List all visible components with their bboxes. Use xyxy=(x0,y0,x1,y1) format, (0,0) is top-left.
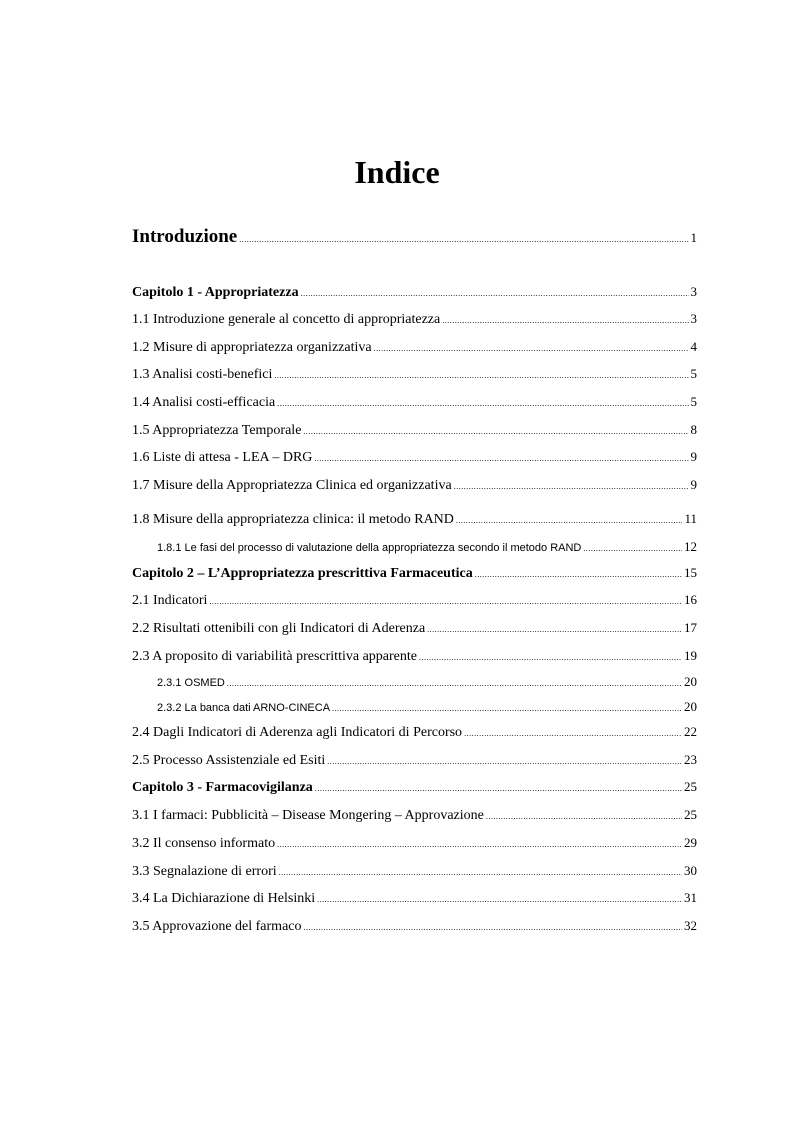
toc-entry-2-5[interactable] xyxy=(132,752,697,774)
toc-entry-label: 1.5 Appropriatezza Temporale xyxy=(132,423,302,438)
toc-entry-capitolo-2[interactable] xyxy=(132,565,697,587)
toc-entry-label: 1.1 Introduzione generale al concetto di appropriatezza xyxy=(132,312,441,327)
dot-leader xyxy=(209,598,682,606)
dot-leader xyxy=(303,428,688,436)
toc-entry-label: Capitolo 1 - Appropriatezza xyxy=(132,285,299,300)
toc-entry-3-4[interactable] xyxy=(132,890,697,912)
toc-entry-page: 29 xyxy=(684,835,697,850)
toc-entry-label: 1.3 Analisi costi-benefici xyxy=(132,367,273,382)
toc-entry-label: 2.4 Dagli Indicatori di Aderenza agli Indicatori di Percorso xyxy=(132,725,463,740)
toc-entry-1-3[interactable] xyxy=(132,366,697,388)
toc-entry-label: 1.7 Misure della Appropriatezza Clinica ed organizzativa xyxy=(132,478,452,493)
toc-entry-page: 12 xyxy=(684,539,697,554)
toc-entry-label: 1.8.1 Le fasi del processo di valutazione della appropriatezza secondo il metodo RAND xyxy=(157,542,582,554)
dot-leader xyxy=(227,680,682,688)
toc-entry-2-3-1[interactable] xyxy=(157,674,697,696)
toc-entry-page: 25 xyxy=(684,807,697,822)
toc-entry-label: 1.2 Misure di appropriatezza organizzativa xyxy=(132,340,372,355)
toc-entry-page: 16 xyxy=(684,592,697,607)
toc-entry-page: 9 xyxy=(690,477,697,492)
toc-entry-page: 5 xyxy=(690,366,697,381)
toc-entry-page: 25 xyxy=(684,779,697,794)
toc-entry-page: 8 xyxy=(690,422,697,437)
dot-leader xyxy=(277,841,682,849)
toc-entry-3-5[interactable] xyxy=(132,918,697,940)
dot-leader xyxy=(464,730,682,738)
toc-entry-capitolo-3[interactable] xyxy=(132,779,697,801)
toc-entry-2-3-2[interactable] xyxy=(157,699,697,721)
toc-entry-label: Capitolo 3 - Farmacovigilanza xyxy=(132,780,313,795)
toc-entry-2-4[interactable] xyxy=(132,724,697,746)
toc-entry-page: 30 xyxy=(684,863,697,878)
toc-entry-label: 3.5 Approvazione del farmaco xyxy=(132,919,302,934)
toc-entry-page: 1 xyxy=(690,230,697,245)
toc-entry-label: 2.3 A proposito di variabilità prescrittiva apparente xyxy=(132,649,417,664)
dot-leader xyxy=(315,785,682,793)
toc-entry-2-3[interactable] xyxy=(132,648,697,670)
toc-entry-1-8-1[interactable] xyxy=(157,539,697,561)
toc-entry-page: 11 xyxy=(684,511,697,526)
toc-entry-label: 2.2 Risultati ottenibili con gli Indicatori di Aderenza xyxy=(132,621,426,636)
dot-leader xyxy=(454,483,689,491)
toc-entry-page: 22 xyxy=(684,724,697,739)
toc-entry-3-2[interactable] xyxy=(132,835,697,857)
toc-entry-page: 5 xyxy=(690,394,697,409)
dot-leader xyxy=(314,455,688,463)
toc-entry-page: 20 xyxy=(684,699,697,714)
dot-leader xyxy=(427,626,682,634)
dot-leader xyxy=(301,290,689,298)
toc-entry-label: 2.1 Indicatori xyxy=(132,593,208,608)
dot-leader xyxy=(279,869,682,877)
toc-entry-page: 23 xyxy=(684,752,697,767)
dot-leader xyxy=(419,654,682,662)
toc-entry-page: 4 xyxy=(690,339,697,354)
toc-entry-1-1[interactable] xyxy=(132,311,697,333)
dot-leader xyxy=(486,813,682,821)
toc-entry-label: 3.1 I farmaci: Pubblicità – Disease Mongering – Approvazione xyxy=(132,808,484,823)
toc-entry-label: 2.3.1 OSMED xyxy=(157,677,225,689)
toc-entry-2-2[interactable] xyxy=(132,620,697,642)
toc-entry-page: 19 xyxy=(684,648,697,663)
toc-entry-label: 2.5 Processo Assistenziale ed Esiti xyxy=(132,753,326,768)
toc-entry-1-8[interactable] xyxy=(132,511,697,533)
toc-entry-introduzione[interactable] xyxy=(132,226,697,248)
dot-leader xyxy=(374,345,689,353)
toc-entry-label: 3.4 La Dichiarazione di Helsinki xyxy=(132,891,316,906)
toc-entry-page: 17 xyxy=(684,620,697,635)
dot-leader xyxy=(442,317,688,325)
toc-entry-page: 3 xyxy=(690,311,697,326)
toc-entry-3-3[interactable] xyxy=(132,863,697,885)
dot-leader xyxy=(327,758,682,766)
toc-entry-capitolo-1[interactable] xyxy=(132,284,697,306)
toc-entry-page: 32 xyxy=(684,918,697,933)
toc-entry-1-7[interactable] xyxy=(132,477,697,499)
toc-entry-label: 1.8 Misure della appropriatezza clinica: il metodo RAND xyxy=(132,512,454,527)
toc-entry-3-1[interactable] xyxy=(132,807,697,829)
dot-leader xyxy=(456,517,683,525)
dot-leader xyxy=(317,896,682,904)
toc-entry-1-4[interactable] xyxy=(132,394,697,416)
toc-entry-1-5[interactable] xyxy=(132,422,697,444)
toc-entry-2-1[interactable] xyxy=(132,592,697,614)
toc-entry-label: 1.4 Analisi costi-efficacia xyxy=(132,395,276,410)
toc-entry-page: 9 xyxy=(690,449,697,464)
toc-entry-label: Introduzione xyxy=(132,226,238,247)
dot-leader xyxy=(332,705,682,713)
dot-leader xyxy=(239,236,688,244)
toc-entry-page: 20 xyxy=(684,674,697,689)
toc-entry-page: 31 xyxy=(684,890,697,905)
dot-leader xyxy=(277,400,688,408)
page-title: Indice xyxy=(354,154,440,190)
toc-entry-1-2[interactable] xyxy=(132,339,697,361)
toc-entry-label: 3.3 Segnalazione di errori xyxy=(132,864,277,879)
toc-entry-page: 3 xyxy=(690,284,697,299)
toc-entry-label: Capitolo 2 – L’Appropriatezza prescrittiva Farmaceutica xyxy=(132,566,473,581)
dot-leader xyxy=(274,372,688,380)
toc-entry-page: 15 xyxy=(684,565,697,580)
toc-entry-1-6[interactable] xyxy=(132,449,697,471)
dot-leader xyxy=(304,924,683,932)
dot-leader xyxy=(583,545,682,553)
toc-entry-label: 3.2 Il consenso informato xyxy=(132,836,276,851)
toc-entry-label: 2.3.2 La banca dati ARNO-CINECA xyxy=(157,702,331,714)
dot-leader xyxy=(475,571,682,579)
toc-entry-label: 1.6 Liste di attesa - LEA – DRG xyxy=(132,450,313,465)
